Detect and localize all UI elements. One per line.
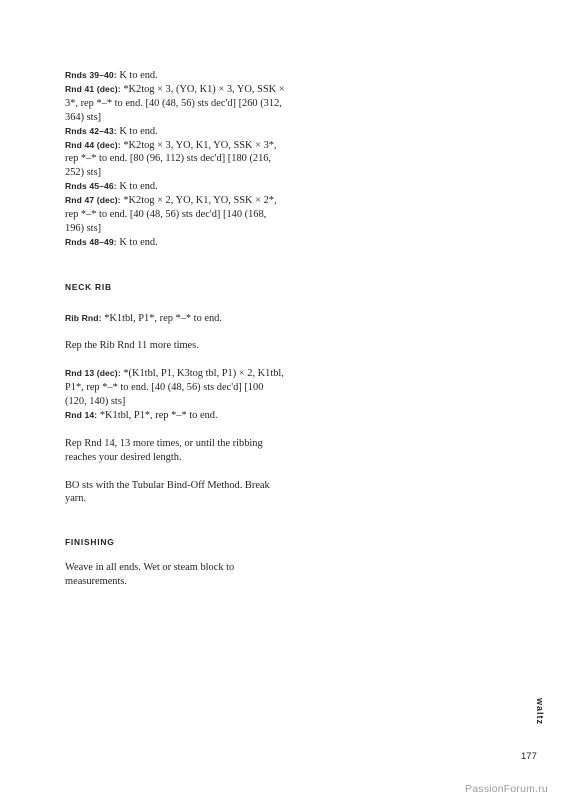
rib-repeat-text: Rep the Rib Rnd 11 more times.	[65, 340, 199, 352]
bind-off-text: BO sts with the Tubular Bind-Off Method. Break yarn.	[65, 479, 270, 505]
instruction-text: *K2tog × 3, YO, K1, YO, SSK × 3*, rep *–* to end. [80 (96, 112) sts dec'd] [180 (216, 252) sts]	[65, 139, 277, 179]
rnd-13-instruction	[65, 367, 287, 409]
instruction-rnds-45-46	[65, 180, 287, 194]
rnd-14-repeat-text: Rep Rnd 14, 13 more times, or until the ribbing reaches your desired length.	[65, 437, 263, 463]
instruction-label: Rnds 39–40:	[65, 70, 117, 80]
rib-rnd-instruction	[65, 312, 287, 326]
finishing-text: Weave in all ends. Wet or steam block to measurements.	[65, 562, 235, 588]
instruction-text: K to end.	[116, 181, 158, 193]
instruction-text: *K1tbl, P1*, rep *–* to end.	[97, 410, 218, 421]
instruction-rnd-44	[65, 139, 287, 181]
instruction-text: K to end.	[116, 70, 158, 81]
instruction-text: *K2tog × 3, (YO, K1) × 3, YO, SSK × 3*, rep *–* to end. [40 (48, 56) sts dec'd] [260 (312, 364) sts]	[65, 83, 285, 123]
instruction-rnds-42-43	[65, 125, 287, 139]
finishing-heading: FINISHING	[65, 537, 115, 548]
instruction-label: Rnds 42–43:	[65, 125, 117, 136]
page-number: 177	[521, 751, 537, 762]
watermark: PassionForum.ru	[465, 783, 548, 795]
neck-rib-heading: NECK RIB	[65, 281, 112, 292]
instruction-label: Rnd 47 (dec):	[65, 195, 121, 206]
pattern-name-side-label: waltz	[535, 698, 545, 726]
instruction-label: Rnds 48–49:	[65, 236, 117, 247]
instruction-text: K to end.	[116, 236, 158, 248]
pattern-column	[65, 69, 287, 589]
rnd-14-instruction	[65, 409, 287, 423]
instruction-rnds-39-40	[65, 69, 287, 83]
instruction-label: Rnds 45–46:	[65, 181, 117, 192]
instruction-label: Rnd 13 (dec):	[65, 368, 121, 379]
instruction-text: *(K1tbl, P1, K3tog tbl, P1) × 2, K1tbl, P1*, rep *–* to end. [40 (48, 56) sts dec'd] [100 (120, 140) sts]	[65, 368, 284, 408]
round-instructions	[65, 69, 287, 250]
instruction-label: Rib Rnd:	[65, 312, 102, 323]
instruction-text: K to end.	[116, 125, 158, 137]
instruction-label: Rnd 44 (dec):	[65, 139, 121, 150]
instruction-rnd-41	[65, 83, 287, 125]
instruction-text: *K1tbl, P1*, rep *–* to end.	[101, 312, 222, 324]
instruction-label: Rnd 14:	[65, 410, 98, 420]
instruction-text: *K2tog × 2, YO, K1, YO, SSK × 2*, rep *–* to end. [40 (48, 56) sts dec'd] [140 (168, 196) sts]	[65, 195, 277, 234]
instruction-rnd-47	[65, 194, 287, 236]
instruction-rnds-48-49	[65, 236, 287, 250]
instruction-label: Rnd 41 (dec):	[65, 83, 121, 94]
